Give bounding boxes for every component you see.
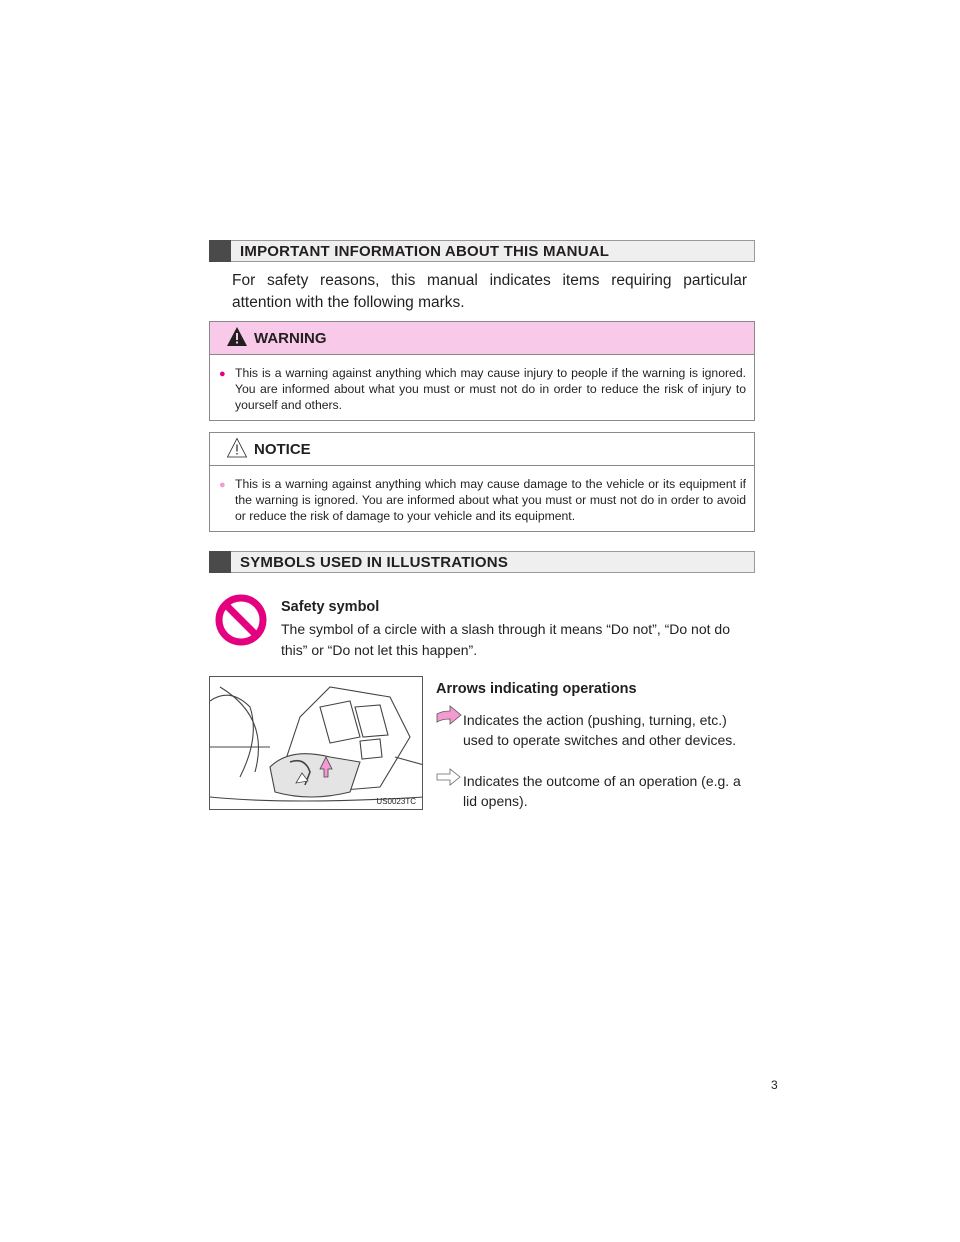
notice-triangle-icon: [226, 437, 248, 459]
warning-triangle-icon: [226, 326, 248, 348]
notice-body: [210, 466, 754, 534]
illustration-overhead-console: [209, 676, 423, 810]
illustration-code: US0023TC: [376, 797, 416, 806]
section-header-manual-info: [209, 240, 755, 262]
warning-box: [209, 321, 755, 421]
section-title: SYMBOLS USED IN ILLUSTRATIONS: [240, 554, 509, 571]
safety-symbol-title: Safety symbol: [281, 599, 380, 615]
section-header-block: [209, 551, 231, 573]
section-title: IMPORTANT INFORMATION ABOUT THIS MANUAL: [240, 243, 610, 260]
outcome-arrow-text: Indicates the outcome of an operation (e.g. a lid opens).: [463, 773, 741, 809]
outcome-arrow-icon: [436, 766, 462, 786]
notice-box: [209, 432, 755, 532]
intro-paragraph: For safety reasons, this manual indicates items requiring particular attention with the following marks.: [232, 272, 747, 311]
notice-header: [210, 433, 754, 466]
overhead-console-drawing: [210, 677, 423, 810]
safety-symbol-text: The symbol of a circle with a slash through it means “Do not”, “Do not do this” or “Do not let this happen”.: [281, 621, 730, 658]
action-arrow-icon: [436, 705, 462, 725]
notice-text: This is a warning against anything which may cause damage to the vehicle or its equipment if the warning is ignored. You are informed about what you must or must not do in order to avoid or reduce the risk of damage to your vehicle and its equipment.: [235, 477, 746, 523]
warning-label: WARNING: [254, 330, 327, 347]
bullet-dot-icon: ●: [219, 368, 226, 380]
page-number: 3: [771, 1078, 778, 1092]
warning-text: This is a warning against anything which may cause injury to people if the warning is ignored. You are informed about what you must or must not do in order to reduce the risk of injury to yourself and others.: [235, 366, 746, 412]
action-arrow-text: Indicates the action (pushing, turning, etc.) used to operate switches and other devices.: [463, 712, 737, 748]
notice-label: NOTICE: [254, 441, 311, 458]
section-header-symbols: [209, 551, 755, 573]
section-header-block: [209, 240, 231, 262]
prohibited-icon: [214, 593, 268, 647]
arrows-title: Arrows indicating operations: [436, 681, 637, 697]
warning-body: [210, 355, 754, 423]
warning-header: [210, 322, 754, 355]
bullet-dot-icon: ●: [219, 479, 226, 491]
